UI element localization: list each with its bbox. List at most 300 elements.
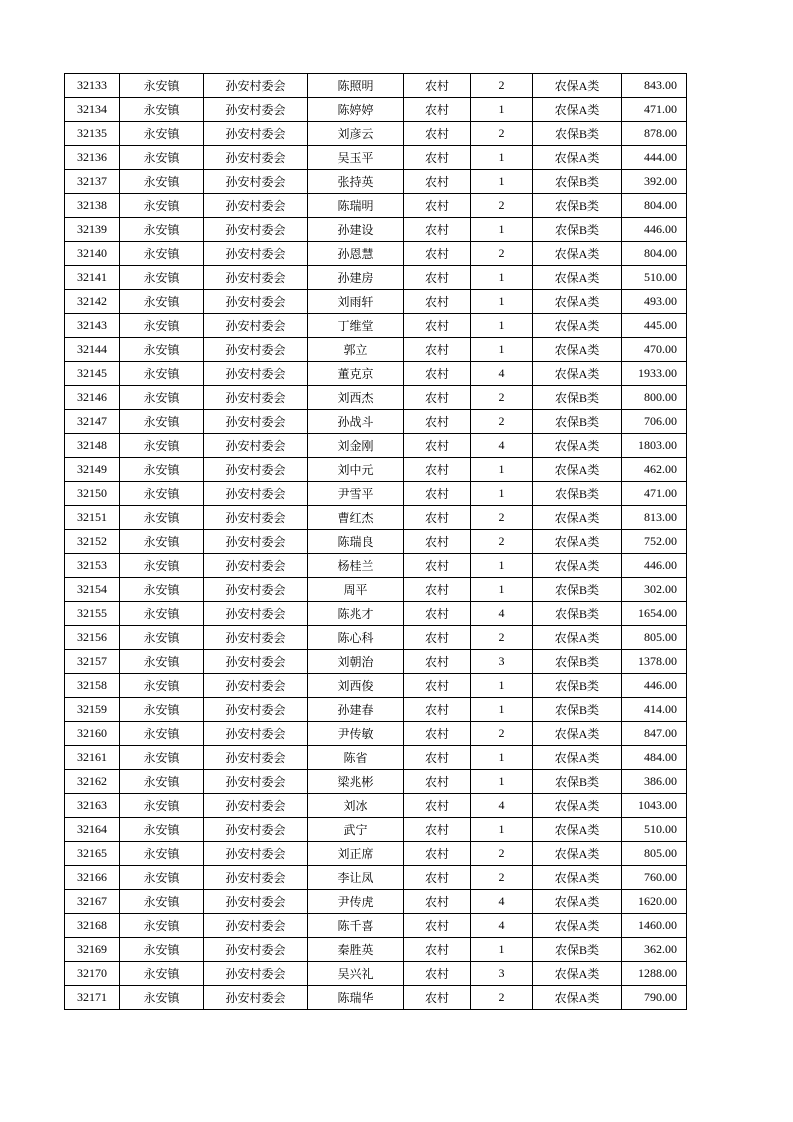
- table-cell: 永安镇: [120, 986, 204, 1010]
- table-row: [65, 146, 687, 170]
- table-cell: 农村: [404, 314, 471, 338]
- table-cell: 农保A类: [533, 746, 622, 770]
- table-cell: 农保A类: [533, 506, 622, 530]
- table-cell: 510.00: [622, 818, 687, 842]
- table-cell: 农保B类: [533, 218, 622, 242]
- table-cell: 农村: [404, 218, 471, 242]
- table-cell: 32146: [65, 386, 120, 410]
- table-cell: 陈心科: [308, 626, 404, 650]
- table-cell: 32144: [65, 338, 120, 362]
- table-cell: 吴兴礼: [308, 962, 404, 986]
- table-row: [65, 218, 687, 242]
- table-cell: 孙安村委会: [204, 746, 308, 770]
- table-cell: 孙安村委会: [204, 674, 308, 698]
- table-row: [65, 674, 687, 698]
- table-row: [65, 914, 687, 938]
- table-cell: 陈省: [308, 746, 404, 770]
- table-cell: 永安镇: [120, 506, 204, 530]
- table-cell: 孙安村委会: [204, 386, 308, 410]
- table-cell: 843.00: [622, 74, 687, 98]
- table-row: [65, 842, 687, 866]
- table-cell: 32153: [65, 554, 120, 578]
- table-cell: 永安镇: [120, 410, 204, 434]
- table-row: [65, 530, 687, 554]
- table-cell: 孙安村委会: [204, 578, 308, 602]
- table-row: [65, 554, 687, 578]
- table-cell: 永安镇: [120, 650, 204, 674]
- table-cell: 493.00: [622, 290, 687, 314]
- table-cell: 32165: [65, 842, 120, 866]
- table-cell: 农保A类: [533, 986, 622, 1010]
- table-cell: 永安镇: [120, 914, 204, 938]
- table-cell: 1654.00: [622, 602, 687, 626]
- table-cell: 周平: [308, 578, 404, 602]
- table-cell: 农保B类: [533, 410, 622, 434]
- table-cell: 2: [471, 74, 533, 98]
- table-cell: 847.00: [622, 722, 687, 746]
- table-cell: 孙安村委会: [204, 914, 308, 938]
- table-cell: 孙安村委会: [204, 794, 308, 818]
- table-cell: 梁兆彬: [308, 770, 404, 794]
- table-cell: 永安镇: [120, 362, 204, 386]
- table-cell: 永安镇: [120, 578, 204, 602]
- table-cell: 农村: [404, 890, 471, 914]
- table-cell: 1: [471, 554, 533, 578]
- table-row: [65, 650, 687, 674]
- table-cell: 752.00: [622, 530, 687, 554]
- table-row: [65, 362, 687, 386]
- table-cell: 孙安村委会: [204, 842, 308, 866]
- table-row: [65, 482, 687, 506]
- table-cell: 302.00: [622, 578, 687, 602]
- table-cell: 刘朝治: [308, 650, 404, 674]
- table-cell: 32135: [65, 122, 120, 146]
- table-cell: 32139: [65, 218, 120, 242]
- table-cell: 农村: [404, 410, 471, 434]
- table-cell: 永安镇: [120, 554, 204, 578]
- table-cell: 农村: [404, 290, 471, 314]
- table-cell: 2: [471, 842, 533, 866]
- table-cell: 32168: [65, 914, 120, 938]
- table-cell: 永安镇: [120, 122, 204, 146]
- table-cell: 永安镇: [120, 626, 204, 650]
- table-cell: 孙安村委会: [204, 986, 308, 1010]
- table-cell: 陈瑞华: [308, 986, 404, 1010]
- table-row: [65, 986, 687, 1010]
- table-cell: 孙安村委会: [204, 698, 308, 722]
- table-cell: 32152: [65, 530, 120, 554]
- table-cell: 农保A类: [533, 794, 622, 818]
- table-cell: 1: [471, 146, 533, 170]
- table-cell: 农保A类: [533, 866, 622, 890]
- table-cell: 永安镇: [120, 674, 204, 698]
- table-cell: 孙安村委会: [204, 98, 308, 122]
- table-cell: 1: [471, 482, 533, 506]
- table-cell: 878.00: [622, 122, 687, 146]
- table-cell: 2: [471, 986, 533, 1010]
- table-cell: 永安镇: [120, 194, 204, 218]
- table-cell: 陈瑞明: [308, 194, 404, 218]
- table-row: [65, 866, 687, 890]
- table-cell: 2: [471, 194, 533, 218]
- table-cell: 32145: [65, 362, 120, 386]
- table-cell: 孙安村委会: [204, 962, 308, 986]
- table-cell: 永安镇: [120, 962, 204, 986]
- table-cell: 永安镇: [120, 314, 204, 338]
- table-cell: 4: [471, 362, 533, 386]
- table-cell: 孙安村委会: [204, 602, 308, 626]
- table-cell: 刘冰: [308, 794, 404, 818]
- table-cell: 32136: [65, 146, 120, 170]
- table-cell: 32167: [65, 890, 120, 914]
- table-row: [65, 170, 687, 194]
- table-cell: 孙安村委会: [204, 938, 308, 962]
- table-cell: 1803.00: [622, 434, 687, 458]
- table-cell: 农保A类: [533, 890, 622, 914]
- table-cell: 永安镇: [120, 818, 204, 842]
- table-cell: 32155: [65, 602, 120, 626]
- table-cell: 813.00: [622, 506, 687, 530]
- table-cell: 孙安村委会: [204, 194, 308, 218]
- table-row: [65, 698, 687, 722]
- table-cell: 32149: [65, 458, 120, 482]
- table-cell: 郭立: [308, 338, 404, 362]
- table-cell: 农保A类: [533, 314, 622, 338]
- table-cell: 农村: [404, 530, 471, 554]
- table-body: [65, 74, 687, 1010]
- table-cell: 农保A类: [533, 362, 622, 386]
- table-cell: 刘金刚: [308, 434, 404, 458]
- table-cell: 农保A类: [533, 554, 622, 578]
- table-cell: 4: [471, 434, 533, 458]
- table-row: [65, 578, 687, 602]
- table-cell: 农村: [404, 482, 471, 506]
- table-cell: 农村: [404, 194, 471, 218]
- table-cell: 804.00: [622, 242, 687, 266]
- table-row: [65, 74, 687, 98]
- table-cell: 1: [471, 770, 533, 794]
- table-cell: 农村: [404, 434, 471, 458]
- table-cell: 刘西杰: [308, 386, 404, 410]
- table-cell: 392.00: [622, 170, 687, 194]
- table-cell: 孙安村委会: [204, 266, 308, 290]
- table-cell: 孙建设: [308, 218, 404, 242]
- table-cell: 丁维堂: [308, 314, 404, 338]
- table-cell: 孙安村委会: [204, 74, 308, 98]
- table-cell: 32171: [65, 986, 120, 1010]
- table-cell: 706.00: [622, 410, 687, 434]
- table-cell: 孙安村委会: [204, 626, 308, 650]
- table-cell: 陈瑞良: [308, 530, 404, 554]
- table-cell: 农保A类: [533, 266, 622, 290]
- table-cell: 446.00: [622, 554, 687, 578]
- table-cell: 永安镇: [120, 842, 204, 866]
- table-cell: 永安镇: [120, 386, 204, 410]
- table-cell: 孙安村委会: [204, 434, 308, 458]
- table-cell: 32141: [65, 266, 120, 290]
- table-cell: 农村: [404, 626, 471, 650]
- table-cell: 尹传虎: [308, 890, 404, 914]
- table-cell: 农村: [404, 794, 471, 818]
- table-cell: 32151: [65, 506, 120, 530]
- table-cell: 农保A类: [533, 290, 622, 314]
- table-cell: 刘雨轩: [308, 290, 404, 314]
- table-cell: 农村: [404, 578, 471, 602]
- table-cell: 农保A类: [533, 74, 622, 98]
- table-row: [65, 122, 687, 146]
- table-cell: 4: [471, 602, 533, 626]
- table-cell: 农保B类: [533, 578, 622, 602]
- table-cell: 孙安村委会: [204, 530, 308, 554]
- table-cell: 农保B类: [533, 194, 622, 218]
- table-cell: 农保B类: [533, 170, 622, 194]
- table-cell: 3: [471, 962, 533, 986]
- table-cell: 孙安村委会: [204, 458, 308, 482]
- table-cell: 农保B类: [533, 770, 622, 794]
- table-row: [65, 962, 687, 986]
- table-cell: 永安镇: [120, 866, 204, 890]
- table-cell: 1460.00: [622, 914, 687, 938]
- table-cell: 农村: [404, 362, 471, 386]
- table-cell: 永安镇: [120, 938, 204, 962]
- table-cell: 永安镇: [120, 602, 204, 626]
- table-cell: 2: [471, 866, 533, 890]
- table-cell: 445.00: [622, 314, 687, 338]
- table-cell: 永安镇: [120, 338, 204, 362]
- table-cell: 永安镇: [120, 530, 204, 554]
- table-cell: 2: [471, 722, 533, 746]
- table-cell: 农村: [404, 818, 471, 842]
- table-cell: 1: [471, 698, 533, 722]
- table-cell: 秦胜英: [308, 938, 404, 962]
- table-row: [65, 410, 687, 434]
- table-cell: 曹红杰: [308, 506, 404, 530]
- table-row: [65, 98, 687, 122]
- table-cell: 农保A类: [533, 146, 622, 170]
- table-cell: 孙安村委会: [204, 650, 308, 674]
- table-cell: 804.00: [622, 194, 687, 218]
- table-cell: 2: [471, 530, 533, 554]
- table-cell: 1: [471, 290, 533, 314]
- table-cell: 农保B类: [533, 650, 622, 674]
- table-cell: 武宁: [308, 818, 404, 842]
- table-cell: 32142: [65, 290, 120, 314]
- table-cell: 农保B类: [533, 602, 622, 626]
- table-cell: 孙安村委会: [204, 482, 308, 506]
- table-row: [65, 434, 687, 458]
- table-cell: 农保A类: [533, 818, 622, 842]
- table-cell: 永安镇: [120, 218, 204, 242]
- table-cell: 1: [471, 938, 533, 962]
- table-cell: 永安镇: [120, 170, 204, 194]
- table-cell: 462.00: [622, 458, 687, 482]
- table-cell: 32137: [65, 170, 120, 194]
- table-row: [65, 386, 687, 410]
- table-cell: 农保A类: [533, 842, 622, 866]
- table-cell: 农村: [404, 74, 471, 98]
- table-row: [65, 290, 687, 314]
- table-cell: 446.00: [622, 218, 687, 242]
- table-cell: 农村: [404, 986, 471, 1010]
- table-cell: 吴玉平: [308, 146, 404, 170]
- table-cell: 孙建春: [308, 698, 404, 722]
- table-cell: 农保A类: [533, 458, 622, 482]
- table-cell: 农保A类: [533, 338, 622, 362]
- table-cell: 32169: [65, 938, 120, 962]
- table-cell: 414.00: [622, 698, 687, 722]
- table-cell: 32158: [65, 674, 120, 698]
- table-cell: 1: [471, 338, 533, 362]
- table-cell: 444.00: [622, 146, 687, 170]
- table-cell: 800.00: [622, 386, 687, 410]
- table-cell: 32156: [65, 626, 120, 650]
- table-cell: 孙安村委会: [204, 554, 308, 578]
- table-cell: 790.00: [622, 986, 687, 1010]
- table-cell: 农村: [404, 98, 471, 122]
- table-cell: 张持英: [308, 170, 404, 194]
- table-cell: 农村: [404, 458, 471, 482]
- table-cell: 32138: [65, 194, 120, 218]
- table-cell: 1: [471, 218, 533, 242]
- table-cell: 孙安村委会: [204, 890, 308, 914]
- table-cell: 农保A类: [533, 434, 622, 458]
- table-cell: 1: [471, 746, 533, 770]
- table-cell: 32161: [65, 746, 120, 770]
- table-cell: 农村: [404, 506, 471, 530]
- table-cell: 永安镇: [120, 722, 204, 746]
- table-cell: 永安镇: [120, 458, 204, 482]
- table-row: [65, 746, 687, 770]
- table-row: [65, 194, 687, 218]
- table-cell: 470.00: [622, 338, 687, 362]
- table-cell: 农村: [404, 962, 471, 986]
- table-cell: 农保A类: [533, 914, 622, 938]
- table-cell: 1: [471, 818, 533, 842]
- table-cell: 2: [471, 626, 533, 650]
- table-cell: 32164: [65, 818, 120, 842]
- table-cell: 362.00: [622, 938, 687, 962]
- table-cell: 永安镇: [120, 770, 204, 794]
- table-cell: 陈照明: [308, 74, 404, 98]
- table-row: [65, 818, 687, 842]
- table-cell: 1: [471, 674, 533, 698]
- table-cell: 永安镇: [120, 290, 204, 314]
- table-cell: 农村: [404, 866, 471, 890]
- table-cell: 32166: [65, 866, 120, 890]
- table-cell: 农保B类: [533, 674, 622, 698]
- table-cell: 孙安村委会: [204, 506, 308, 530]
- table-cell: 1: [471, 578, 533, 602]
- table-cell: 农村: [404, 554, 471, 578]
- table-cell: 4: [471, 890, 533, 914]
- table-cell: 农村: [404, 602, 471, 626]
- table-cell: 2: [471, 386, 533, 410]
- table-cell: 永安镇: [120, 146, 204, 170]
- table-cell: 1: [471, 98, 533, 122]
- table-cell: 孙安村委会: [204, 722, 308, 746]
- table-cell: 孙战斗: [308, 410, 404, 434]
- table-cell: 32134: [65, 98, 120, 122]
- table-cell: 32157: [65, 650, 120, 674]
- table-cell: 471.00: [622, 98, 687, 122]
- table-cell: 农保A类: [533, 626, 622, 650]
- table-cell: 永安镇: [120, 242, 204, 266]
- table-cell: 32159: [65, 698, 120, 722]
- table-cell: 1620.00: [622, 890, 687, 914]
- table-cell: 1378.00: [622, 650, 687, 674]
- table-cell: 农村: [404, 650, 471, 674]
- table-cell: 农保A类: [533, 98, 622, 122]
- table-cell: 农村: [404, 146, 471, 170]
- table-cell: 永安镇: [120, 74, 204, 98]
- table-cell: 农村: [404, 242, 471, 266]
- table-cell: 805.00: [622, 842, 687, 866]
- table-cell: 永安镇: [120, 890, 204, 914]
- table-cell: 农村: [404, 914, 471, 938]
- table-row: [65, 602, 687, 626]
- table-cell: 孙安村委会: [204, 818, 308, 842]
- table-cell: 农村: [404, 674, 471, 698]
- table-cell: 陈千喜: [308, 914, 404, 938]
- table-cell: 1: [471, 314, 533, 338]
- table-cell: 尹雪平: [308, 482, 404, 506]
- table-cell: 农保A类: [533, 530, 622, 554]
- table-row: [65, 890, 687, 914]
- table-cell: 农保B类: [533, 938, 622, 962]
- table-cell: 永安镇: [120, 98, 204, 122]
- table-cell: 农保A类: [533, 242, 622, 266]
- table-cell: 32154: [65, 578, 120, 602]
- table-cell: 刘西俊: [308, 674, 404, 698]
- table-cell: 杨桂兰: [308, 554, 404, 578]
- table-cell: 446.00: [622, 674, 687, 698]
- table-cell: 刘彦云: [308, 122, 404, 146]
- table-row: [65, 506, 687, 530]
- table-cell: 1: [471, 170, 533, 194]
- table-cell: 永安镇: [120, 746, 204, 770]
- table-cell: 32133: [65, 74, 120, 98]
- table-row: [65, 314, 687, 338]
- table-cell: 陈兆才: [308, 602, 404, 626]
- table-cell: 760.00: [622, 866, 687, 890]
- table-cell: 孙安村委会: [204, 242, 308, 266]
- table-row: [65, 722, 687, 746]
- table-cell: 孙建房: [308, 266, 404, 290]
- table-cell: 32162: [65, 770, 120, 794]
- table-cell: 永安镇: [120, 794, 204, 818]
- table-cell: 孙安村委会: [204, 410, 308, 434]
- table-cell: 孙恩慧: [308, 242, 404, 266]
- table-row: [65, 938, 687, 962]
- table-cell: 董克京: [308, 362, 404, 386]
- table-cell: 32150: [65, 482, 120, 506]
- table-cell: 尹传敏: [308, 722, 404, 746]
- table-cell: 农村: [404, 746, 471, 770]
- table-cell: 32170: [65, 962, 120, 986]
- table-cell: 1933.00: [622, 362, 687, 386]
- table-cell: 农保B类: [533, 122, 622, 146]
- table-cell: 孙安村委会: [204, 770, 308, 794]
- table-cell: 孙安村委会: [204, 122, 308, 146]
- table-cell: 孙安村委会: [204, 218, 308, 242]
- table-cell: 永安镇: [120, 698, 204, 722]
- table-cell: 1: [471, 266, 533, 290]
- table-cell: 农村: [404, 338, 471, 362]
- table-cell: 刘正席: [308, 842, 404, 866]
- table-cell: 386.00: [622, 770, 687, 794]
- table-cell: 农村: [404, 122, 471, 146]
- table-cell: 农村: [404, 266, 471, 290]
